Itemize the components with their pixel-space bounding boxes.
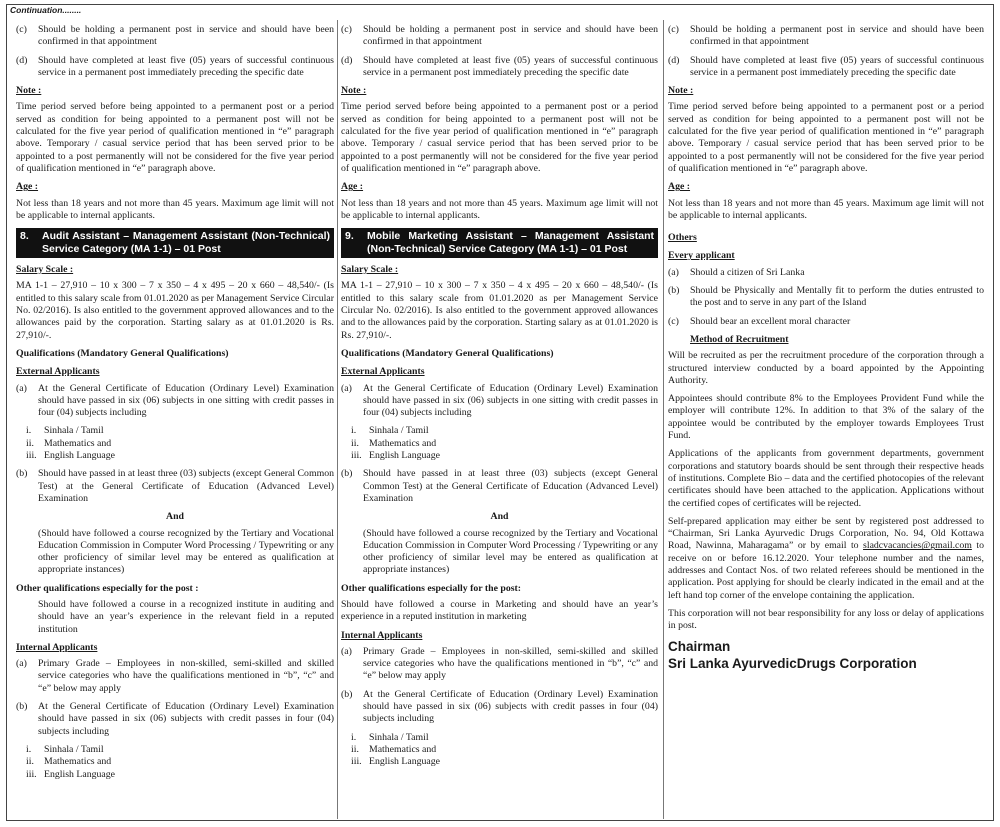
- list-item: (b) Should have passed in at least three (03) subjects (except General Common Test) at the General Certificate of Education (Advanced Level) Examination: [341, 468, 658, 504]
- age-text: Not less than 18 years and not more than 45 years. Maximum age limit will not be applicable to internal applicants.: [668, 197, 984, 221]
- subject-item: i. Sinhala / Tamil: [351, 731, 429, 743]
- course-text: (Should have followed a course recognized by the Tertiary and Vocational Education Commission in Computer Word Processing / Typewriting or any other proficiency of similar level may be entered as qualification at appropriate instances): [38, 527, 334, 576]
- age-label: Age :: [341, 181, 364, 193]
- and-label: And: [166, 511, 184, 523]
- list-item: (a) Primary Grade – Employees in non-skilled, semi-skilled and skilled service categories who have the qualifications mentioned in “b”, “c” and “e” below may apply: [16, 658, 334, 694]
- salary-text: MA 1-1 – 27,910 – 10 x 300 – 7 x 350 – 4 x 495 – 20 x 660 – 48,540/- (Is entitled to this salary scale from 01.01.2020 as per Management Service Circular No. 02/2016). Is also entitled to the government approved allowances and to the allowances paid by the corporation. Starting salary as at 01.01.2020 is Rs. 27,910/-.: [16, 280, 334, 341]
- age-text: Not less than 18 years and not more than 45 years. Maximum age limit will not be applicable to internal applicants.: [341, 197, 658, 221]
- internal-heading: Internal Applicants: [16, 641, 98, 653]
- signature-title: Chairman: [668, 639, 731, 655]
- subject-item: ii. Mathematics and: [351, 437, 437, 449]
- applications-text: Applications of the applicants from government departments, government corporations and statutory boards should be sent through their respective heads of institutions. Complete Bio – data and the certified photocopies of the relevant certificates should have been attached to the application. Applications without the certified copes of certificates will be rejected.: [668, 448, 984, 509]
- external-heading: External Applicants: [341, 366, 425, 378]
- continuation-label: Continuation........: [10, 5, 82, 15]
- note-text: Time period served before being appointed to a permanent post or a period served as condition for being appointed to a permanent post will not be calculated for the five year period of qualification mentioned in “e” paragraph above. Temporary / casual service period that has been served prior to be appointed to a post permanently will not be considered for the five year period of qualification mentioned in “e” paragraph above.: [16, 101, 334, 174]
- section-heading: 9. Mobile Marketing Assistant – Management Assistant (Non-Technical) Service Category (MA 1-1) – 01 Post: [341, 228, 658, 258]
- list-item: (c) Should be holding a permanent post in service and should have been confirmed in that appointment: [668, 24, 984, 48]
- column-1: [16, 24, 334, 781]
- subject-item: i. Sinhala / Tamil: [26, 425, 104, 437]
- subject-item: iii. English Language: [26, 450, 116, 462]
- list-item: (a) Should a citizen of Sri Lanka: [668, 266, 805, 278]
- column-divider: [663, 20, 664, 819]
- list-item: (c) Should be holding a permanent post in service and should have been confirmed in that appointment: [341, 24, 658, 48]
- every-applicant-heading: Every applicant: [668, 250, 735, 262]
- subject-item: i. Sinhala / Tamil: [26, 743, 104, 755]
- salary-label: Salary Scale :: [16, 264, 74, 276]
- self-prepared-text: Self-prepared application may either be sent by registered post addressed to “Chairman, Sri Lanka Ayurvedic Drugs Corporation, No. 94, Old Kottawa Road, Nawinna, Maharagama” or by email to sladcvacancies@gmail.com to receive on or before 16.12.2020. Your telephone number and the names, addresses and Contact Nos. of two related referees should be mentioned in the application. Post applying for should be clearly indicated in the email and at the left hand top corner of the envelope containing the application.: [668, 515, 984, 601]
- list-item: (c) Should be holding a permanent post in service and should have been confirmed in that appointment: [16, 24, 334, 48]
- note-label: Note :: [16, 85, 42, 97]
- other-qualifications-text: Should have followed a course in a recognized institute in auditing and should have an year’s experience in the relevant field in a reputed institution: [38, 598, 334, 635]
- and-label: And: [490, 511, 509, 523]
- list-item: (a) Primary Grade – Employees in non-skilled, semi-skilled and skilled service categories who have the qualifications mentioned in “b”, “c” and “e” below may apply: [341, 645, 658, 682]
- subject-item: iii. English Language: [351, 450, 441, 462]
- signature-org: Sri Lanka AyurvedicDrugs Corporation: [668, 656, 917, 672]
- list-item: (c) Should bear an excellent moral character: [668, 315, 851, 327]
- list-item: (b) At the General Certificate of Education (Ordinary Level) Examination should have passed in six (06) subjects with credit passes in four (04) subjects including: [16, 701, 334, 737]
- method-heading: Method of Recruitment: [690, 333, 789, 345]
- responsibility-text: This corporation will not bear responsibility for any loss or delay of applications in post.: [668, 607, 984, 632]
- list-item: (d) Should have completed at least five (05) years of successful continuous service in a permanent post immediately preceding the specific date: [341, 54, 658, 78]
- others-heading: Others: [668, 232, 697, 244]
- other-qualifications-heading: Other qualifications especially for the post :: [16, 582, 199, 594]
- subject-item: ii. Mathematics and: [26, 437, 112, 449]
- external-heading: External Applicants: [16, 366, 100, 378]
- subject-item: iii. English Language: [26, 768, 116, 780]
- method-text: Will be recruited as per the recruitment procedure of the corporation through a structured interview conducted by a board appointed by the Appointing Authority.: [668, 350, 984, 386]
- internal-heading: Internal Applicants: [341, 629, 423, 641]
- salary-label: Salary Scale :: [341, 264, 399, 276]
- section-heading: 8. Audit Assistant – Management Assistant (Non-Technical) Service Category (MA 1-1) – 01 Post: [16, 228, 334, 258]
- list-item: (d) Should have completed at least five (05) years of successful continuous service in a permanent post immediately preceding the specific date: [16, 54, 334, 78]
- qualifications-heading: Qualifications (Mandatory General Qualifications): [341, 347, 554, 359]
- subject-item: i. Sinhala / Tamil: [351, 425, 429, 437]
- other-qualifications-text: Should have followed a course in Marketing and should have an year’s experience in a reputed institution in marketing: [341, 598, 658, 623]
- column-2: [341, 24, 658, 769]
- other-qualifications-heading: Other qualifications especially for the post:: [341, 582, 522, 594]
- subject-item: ii. Mathematics and: [351, 743, 437, 755]
- epf-text: Appointees should contribute 8% to the Employees Provident Fund while the employer will contribute 12%. In addition to that 3% of the salary of the appointee would be contributed by the employer towards Employees Trust Fund.: [668, 393, 984, 442]
- note-text: Time period served before being appointed to a permanent post or a period served as condition for being appointed to a permanent post will not be calculated for the five year period of qualification mentioned in “e” paragraph above. Temporary / casual service period that has been served prior to be appointed to a post permanently will not be considered for the five year period of qualification mentioned in “e” paragraph above.: [341, 101, 658, 174]
- note-label: Note :: [341, 85, 367, 97]
- column-3: [668, 24, 984, 672]
- list-item: (b) Should have passed in at least three (03) subjects (except General Common Test) at the General Certificate of Education (Advanced Level) Examination: [16, 468, 334, 504]
- course-text: (Should have followed a course recognized by the Tertiary and Vocational Education Commission in Computer Word Processing / Typewriting or any other proficiency of similar level may be entered as qualification at appropriate instances): [363, 527, 658, 576]
- subject-item: ii. Mathematics and: [26, 756, 112, 768]
- qualifications-heading: Qualifications (Mandatory General Qualifications): [16, 347, 229, 359]
- list-item: (b) At the General Certificate of Education (Ordinary Level) Examination should have passed in six (06) subjects with credit passes in four (04) subjects including: [341, 688, 658, 725]
- salary-text: MA 1-1 – 27,910 – 10 x 300 – 7 x 350 – 4 x 495 – 20 x 660 – 48,540/- (Is entitled to this salary scale from 01.01.2020 as per Management Service Circular No. 02/2016). Is also entitled to the government approved allowances and to the allowances paid by the corporation. Starting salary as at 01.01.2020 is Rs. 27,910/-.: [341, 280, 658, 341]
- age-text: Not less than 18 years and not more than 45 years. Maximum age limit will not be applicable to internal applicants.: [16, 197, 334, 221]
- subject-item: iii. English Language: [351, 756, 441, 768]
- age-label: Age :: [16, 181, 39, 193]
- column-divider: [337, 20, 338, 819]
- list-item: (a) At the General Certificate of Education (Ordinary Level) Examination should have passed in six (06) subjects in one sitting with credit passes in four (04) subjects including: [341, 382, 658, 419]
- list-item: (b) Should be Physically and Mentally fit to perform the duties entrusted to the post and to serve in any part of the Island: [668, 285, 984, 309]
- email-link[interactable]: sladcvacancies@gmail.com: [863, 540, 972, 552]
- note-text: Time period served before being appointed to a permanent post or a period served as condition for being appointed to a permanent post will not be calculated for the five year period of qualification mentioned in “e” paragraph above. Temporary / casual service period that has been served prior to be appointed to a post permanently will not be considered for the five year period of qualification mentioned in “e” paragraph above.: [668, 101, 984, 174]
- list-item: (d) Should have completed at least five (05) years of successful continuous service in a permanent post immediately preceding the specific date: [668, 54, 984, 78]
- age-label: Age :: [668, 181, 691, 193]
- list-item: (a) At the General Certificate of Education (Ordinary Level) Examination should have passed in six (06) subjects in one sitting with credit passes in four (04) subjects including: [16, 382, 334, 419]
- note-label: Note :: [668, 85, 694, 97]
